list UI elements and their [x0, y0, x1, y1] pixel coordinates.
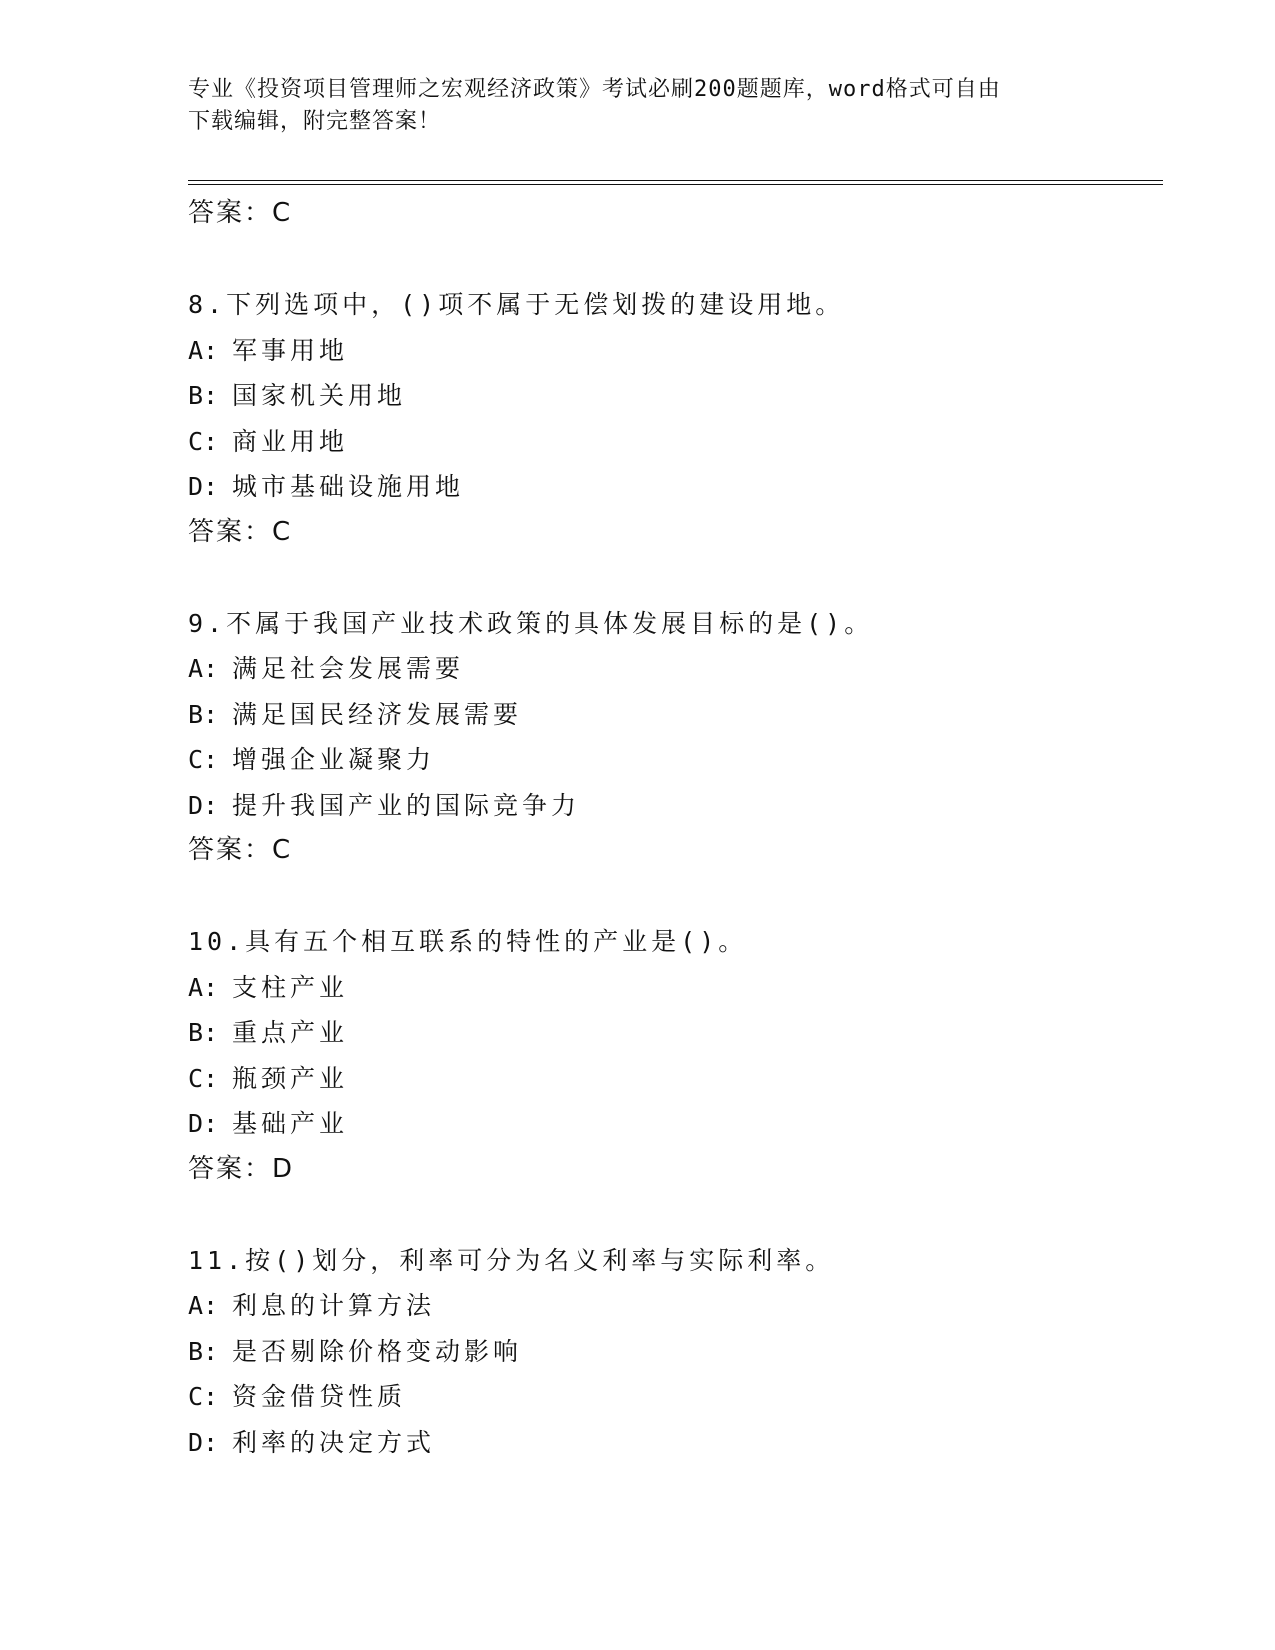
- option-letter: A:: [188, 335, 219, 365]
- header-line-1: 专业《投资项目管理师之宏观经济政策》考试必刷200题题库，word格式可自由: [188, 77, 1001, 102]
- option-text: 满足社会发展需要: [232, 654, 465, 683]
- option-letter: A:: [188, 972, 219, 1002]
- option-letter: C:: [188, 426, 219, 456]
- option-a: [188, 328, 1163, 374]
- option-text: 资金借贷性质: [232, 1382, 407, 1411]
- question-stem: 11.按()划分，利率可分为名义利率与实际利率。: [188, 1245, 835, 1275]
- spacer: [188, 555, 1163, 601]
- option-letter: A:: [188, 1291, 219, 1320]
- header-divider: [188, 180, 1163, 185]
- answer-line: 答案：C: [188, 516, 293, 547]
- option-b: [188, 1010, 1163, 1056]
- option-letter: B:: [188, 1018, 219, 1047]
- answer-line: 答案：C: [188, 835, 293, 865]
- option-d: [188, 1420, 1163, 1466]
- option-c: [188, 419, 1163, 465]
- question-block: [188, 1238, 1163, 1466]
- option-d: [188, 783, 1163, 829]
- option-text: 增强企业凝聚力: [232, 745, 436, 774]
- option-text: 商业用地: [232, 426, 349, 456]
- option-letter: B:: [188, 1336, 219, 1366]
- option-letter: B:: [188, 381, 219, 410]
- option-b: [188, 1329, 1163, 1375]
- header-line-2: 下载编辑，附完整答案！: [188, 109, 442, 134]
- answer-line: 答案：D: [188, 1153, 295, 1184]
- option-text: 国家机关用地: [232, 381, 407, 410]
- option-letter: C:: [188, 1063, 219, 1093]
- option-a: [188, 646, 1163, 692]
- option-text: 基础产业: [232, 1109, 349, 1138]
- option-a: [188, 1283, 1163, 1329]
- option-d: [188, 1101, 1163, 1147]
- question-stem: 9.不属于我国产业技术政策的具体发展目标的是()。: [188, 608, 874, 638]
- option-letter: D:: [188, 1109, 219, 1138]
- option-text: 提升我国产业的国际竞争力: [232, 790, 581, 820]
- option-text: 利息的计算方法: [232, 1291, 436, 1320]
- option-text: 是否剔除价格变动影响: [232, 1336, 523, 1366]
- option-text: 重点产业: [232, 1018, 349, 1047]
- option-text: 军事用地: [232, 335, 349, 365]
- option-text: 城市基础设施用地: [232, 472, 465, 501]
- document-header: [188, 74, 1088, 138]
- option-letter: D:: [188, 1427, 219, 1457]
- question-stem: 8.下列选项中，()项不属于无偿划拨的建设用地。: [188, 290, 845, 319]
- option-d: [188, 464, 1163, 510]
- option-text: 满足国民经济发展需要: [232, 699, 523, 729]
- spacer: [188, 1192, 1163, 1238]
- previous-answer: 答案：C: [188, 198, 293, 228]
- option-c: [188, 737, 1163, 783]
- spacer: [188, 237, 1163, 283]
- option-letter: C:: [188, 745, 219, 774]
- option-b: [188, 692, 1163, 738]
- question-block: [188, 282, 1163, 555]
- question-block: [188, 919, 1163, 1192]
- option-letter: C:: [188, 1382, 219, 1411]
- option-letter: A:: [188, 654, 219, 683]
- option-letter: D:: [188, 790, 219, 820]
- spacer: [188, 874, 1163, 920]
- option-b: [188, 373, 1163, 419]
- question-block: [188, 601, 1163, 874]
- question-stem: 10.具有五个相互联系的特性的产业是()。: [188, 927, 748, 956]
- question-list: [188, 191, 1163, 1465]
- option-letter: D:: [188, 472, 219, 501]
- option-letter: B:: [188, 699, 219, 729]
- option-text: 支柱产业: [232, 972, 349, 1002]
- option-a: [188, 965, 1163, 1011]
- option-text: 瓶颈产业: [232, 1063, 349, 1093]
- option-c: [188, 1374, 1163, 1420]
- option-text: 利率的决定方式: [232, 1427, 436, 1457]
- option-c: [188, 1056, 1163, 1102]
